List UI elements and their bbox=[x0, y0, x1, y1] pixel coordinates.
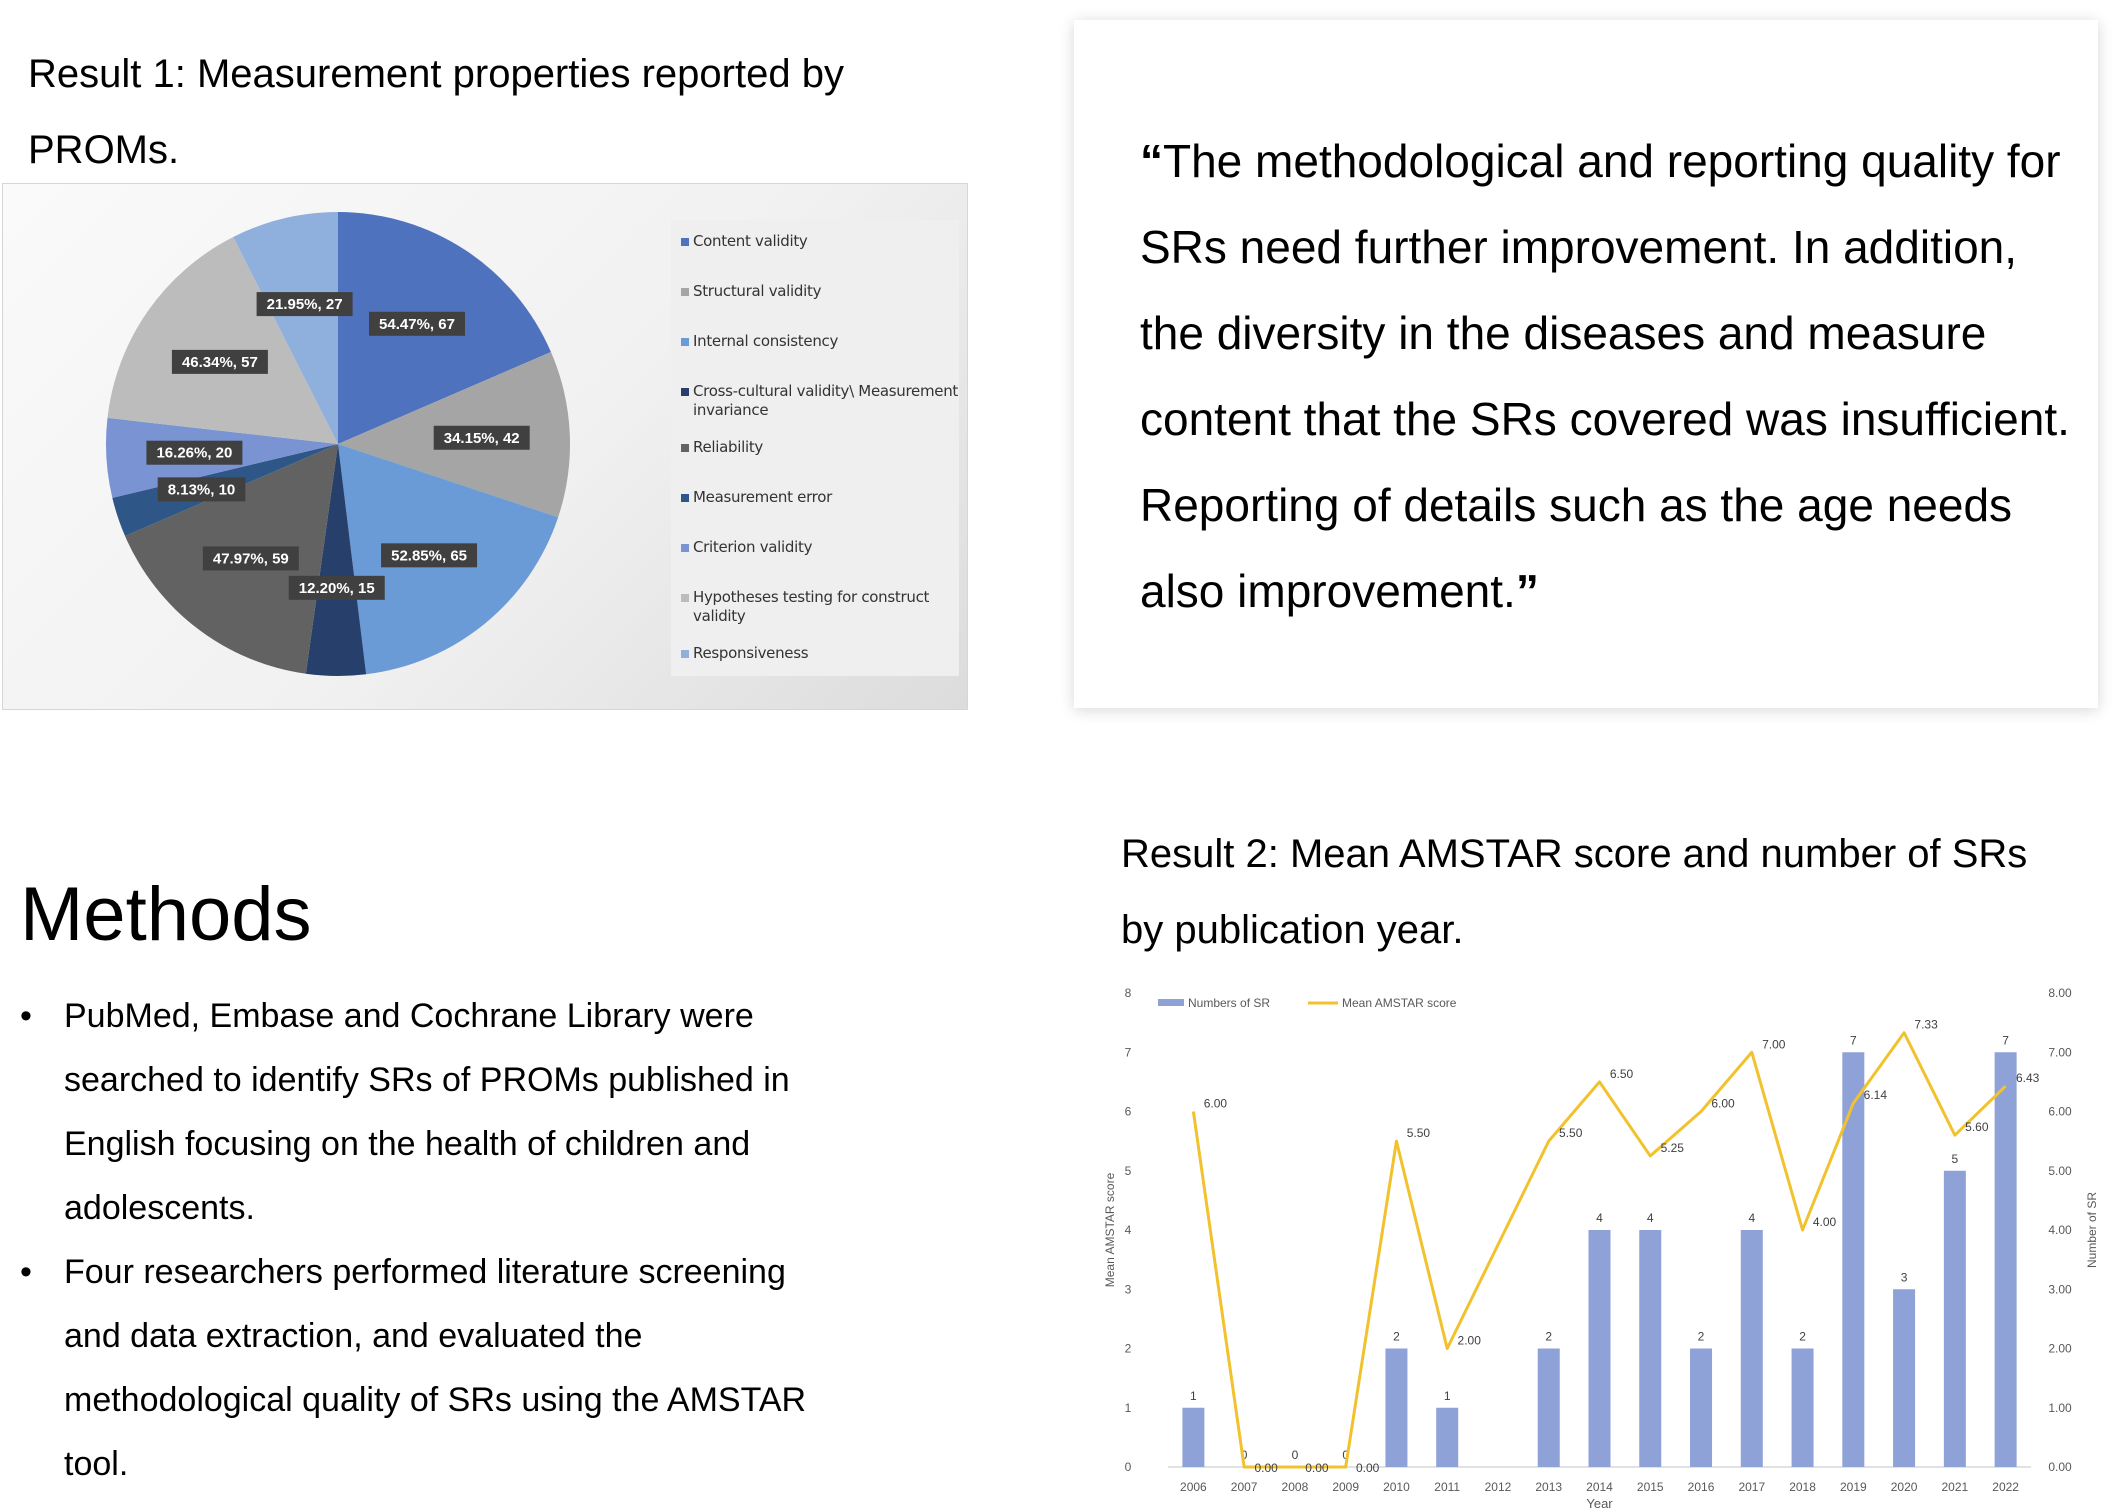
x-tick-label: 2020 bbox=[1890, 1480, 1918, 1494]
y-tick-right: 2.00 bbox=[2048, 1341, 2072, 1356]
result-1-title-line2: PROMs. bbox=[28, 128, 180, 172]
legend-swatch bbox=[681, 388, 689, 396]
bar-data-label: 1 bbox=[1190, 1388, 1197, 1403]
quote-open-mark: “ bbox=[1140, 135, 1163, 187]
bar-numbers-of-sr bbox=[1639, 1230, 1661, 1467]
y-tick-right: 0.00 bbox=[2048, 1460, 2072, 1474]
bar-data-label: 4 bbox=[1748, 1211, 1756, 1225]
bar-data-label: 0 bbox=[1291, 1448, 1299, 1462]
line-data-label: 0.00 bbox=[1254, 1461, 1278, 1475]
line-data-label: 5.50 bbox=[1559, 1126, 1583, 1141]
line-data-label: 4.00 bbox=[1812, 1215, 1837, 1229]
line-data-label: 6.00 bbox=[1711, 1096, 1735, 1111]
x-tick-label: 2018 bbox=[1789, 1480, 1816, 1494]
bar-data-label: 1 bbox=[1443, 1388, 1451, 1403]
bar-numbers-of-sr bbox=[1182, 1408, 1204, 1467]
methods-list bbox=[20, 984, 840, 1496]
legend-swatch bbox=[681, 494, 689, 502]
y-tick-left: 2 bbox=[1124, 1341, 1132, 1356]
legend-swatch bbox=[681, 444, 689, 452]
pie-data-label-text: 21.95%, 27 bbox=[266, 296, 343, 314]
y-tick-left: 8 bbox=[1124, 986, 1132, 1000]
bar-numbers-of-sr bbox=[1792, 1349, 1814, 1468]
x-tick-label: 2017 bbox=[1738, 1480, 1766, 1494]
amstar-combo-chart bbox=[1096, 975, 2106, 1512]
result-1-title-line1: Result 1: Measurement properties reported by bbox=[28, 52, 844, 96]
y-tick-left: 3 bbox=[1124, 1282, 1132, 1297]
quote-body: The methodological and reporting quality for SRs need further improvement. In addition, the diversity in the diseases and measure content that the SRs covered was insufficient. Reporting of details such as the age needs also improvement. bbox=[1140, 135, 2070, 617]
pie-data-label bbox=[172, 350, 268, 374]
x-tick-label: 2022 bbox=[1992, 1480, 2019, 1494]
x-tick-label: 2011 bbox=[1434, 1480, 1461, 1494]
y-tick-left: 7 bbox=[1124, 1045, 1132, 1060]
line-data-label: 0.00 bbox=[1305, 1461, 1329, 1475]
chart-legend bbox=[1158, 996, 1457, 1010]
x-tick-label: 2008 bbox=[1281, 1480, 1309, 1494]
y-tick-right: 8.00 bbox=[2048, 986, 2072, 1000]
legend-swatch bbox=[681, 338, 689, 346]
y-tick-right: 3.00 bbox=[2048, 1282, 2072, 1297]
y-tick-right: 5.00 bbox=[2048, 1163, 2072, 1178]
line-data-label: 6.00 bbox=[1203, 1096, 1228, 1111]
quote-card bbox=[1074, 20, 2098, 708]
legend-label: Structural validity bbox=[693, 282, 822, 300]
legend-swatch bbox=[681, 544, 689, 552]
bar-numbers-of-sr bbox=[1690, 1349, 1712, 1468]
bullet-icon: • bbox=[20, 1253, 32, 1291]
quote-close-mark: ” bbox=[1515, 565, 1539, 617]
legend-swatch bbox=[681, 650, 689, 658]
x-tick-label: 2007 bbox=[1230, 1480, 1258, 1494]
y-axis-left-title: Mean AMSTAR score bbox=[1103, 1172, 1117, 1288]
legend-label-bar: Numbers of SR bbox=[1188, 996, 1271, 1010]
pie-data-label bbox=[289, 576, 385, 600]
pie-data-label-text: 34.15%, 42 bbox=[443, 429, 520, 447]
bullet-icon: • bbox=[20, 997, 32, 1035]
legend-label: Reliability bbox=[693, 438, 763, 456]
y-tick-right: 1.00 bbox=[2048, 1400, 2072, 1415]
legend-label: Measurement error bbox=[693, 488, 832, 506]
legend-label: Criterion validity bbox=[693, 538, 813, 556]
line-data-label: 7.33 bbox=[1914, 1017, 1938, 1032]
line-data-label: 5.25 bbox=[1660, 1140, 1684, 1155]
bar-data-label: 0 bbox=[1342, 1448, 1350, 1462]
legend-label: Internal consistency bbox=[693, 332, 839, 350]
pie-data-label-text: 46.34%, 57 bbox=[181, 353, 258, 371]
bar-numbers-of-sr bbox=[1995, 1052, 2017, 1467]
pie-chart-panel bbox=[2, 183, 968, 710]
result-2-title bbox=[1121, 816, 2111, 968]
x-tick-label: 2009 bbox=[1332, 1480, 1360, 1494]
methods-item bbox=[20, 1240, 840, 1496]
legend-label-line: Mean AMSTAR score bbox=[1342, 996, 1457, 1010]
line-data-label: 7.00 bbox=[1762, 1037, 1786, 1052]
x-tick-label: 2012 bbox=[1484, 1480, 1512, 1494]
result-1-title bbox=[28, 36, 928, 188]
line-data-label: 0.00 bbox=[1355, 1461, 1380, 1475]
bar-data-label: 7 bbox=[1849, 1033, 1857, 1048]
x-tick-label: 2019 bbox=[1839, 1480, 1867, 1494]
methods-item-text: PubMed, Embase and Cochrane Library were searched to identify SRs of PROMs published in English focusing on the health of children and adolescents. bbox=[64, 997, 790, 1227]
line-data-label: 6.14 bbox=[1863, 1088, 1888, 1103]
x-axis-title: Year bbox=[1586, 1496, 1613, 1511]
x-tick-label: 2013 bbox=[1535, 1480, 1563, 1494]
x-tick-label: 2006 bbox=[1180, 1480, 1207, 1494]
bar-data-label: 2 bbox=[1545, 1329, 1553, 1344]
pie-data-label-text: 16.26%, 20 bbox=[156, 444, 233, 462]
pie-data-label bbox=[381, 543, 477, 567]
bar-numbers-of-sr bbox=[1741, 1230, 1763, 1467]
bar-numbers-of-sr bbox=[1538, 1349, 1560, 1468]
bar-data-label: 2 bbox=[1799, 1329, 1806, 1344]
legend-swatch-bar bbox=[1158, 999, 1184, 1006]
pie-data-label-text: 47.97%, 59 bbox=[212, 550, 289, 568]
x-tick-label: 2016 bbox=[1687, 1480, 1715, 1494]
legend-swatch bbox=[681, 594, 689, 602]
legend-label: Responsiveness bbox=[693, 644, 809, 662]
result-2-title-line2: by publication year. bbox=[1121, 908, 1464, 952]
bar-data-label: 7 bbox=[2002, 1033, 2009, 1048]
bar-data-label: 2 bbox=[1697, 1329, 1705, 1344]
bar-data-label: 4 bbox=[1646, 1211, 1654, 1225]
y-tick-left: 5 bbox=[1124, 1163, 1132, 1178]
bar-numbers-of-sr bbox=[1842, 1052, 1864, 1467]
y-tick-left: 0 bbox=[1124, 1460, 1132, 1474]
bar-data-label: 3 bbox=[1900, 1270, 1908, 1285]
pie-data-label bbox=[369, 312, 465, 336]
pie-data-label-text: 52.85%, 65 bbox=[391, 547, 468, 565]
bar-data-label: 4 bbox=[1596, 1211, 1603, 1225]
pie-data-label-text: 54.47%, 67 bbox=[379, 315, 455, 333]
bar-numbers-of-sr bbox=[1589, 1230, 1611, 1467]
bar-data-label: 0 bbox=[1240, 1448, 1248, 1462]
methods-title: Methods bbox=[20, 872, 312, 957]
y-tick-right: 7.00 bbox=[2048, 1045, 2072, 1060]
legend-swatch bbox=[681, 288, 689, 296]
pie-data-label bbox=[203, 546, 299, 570]
pie-data-label bbox=[158, 477, 246, 501]
y-axis-right-title: Number of SR bbox=[2085, 1191, 2099, 1269]
pie-data-label bbox=[434, 426, 530, 450]
line-data-label: 5.60 bbox=[1965, 1120, 1989, 1135]
y-tick-right: 6.00 bbox=[2048, 1104, 2072, 1119]
bar-data-label: 5 bbox=[1951, 1151, 1959, 1166]
bar-numbers-of-sr bbox=[1436, 1408, 1458, 1467]
methods-item-text: Four researchers performed literature screening and data extraction, and evaluated the methodological quality of SRs using the AMSTAR tool. bbox=[64, 1253, 807, 1483]
x-tick-label: 2010 bbox=[1383, 1480, 1410, 1494]
legend-label: Content validity bbox=[693, 232, 808, 250]
bar-numbers-of-sr bbox=[1893, 1289, 1915, 1467]
y-tick-left: 4 bbox=[1124, 1223, 1132, 1237]
legend-label: Cross-cultural validity\ Measurement invariance bbox=[693, 382, 958, 419]
methods-item bbox=[20, 984, 840, 1240]
x-tick-label: 2015 bbox=[1636, 1480, 1664, 1494]
pie-data-label-text: 8.13%, 10 bbox=[167, 481, 236, 499]
bar-numbers-of-sr bbox=[1385, 1349, 1407, 1468]
x-tick-label: 2021 bbox=[1941, 1480, 1969, 1494]
bar-data-label: 2 bbox=[1393, 1329, 1400, 1344]
pie-data-label bbox=[146, 441, 242, 465]
result-2-title-line1: Result 2: Mean AMSTAR score and number of SRs bbox=[1121, 832, 2028, 876]
line-data-label: 6.50 bbox=[1609, 1066, 1634, 1081]
y-tick-left: 1 bbox=[1124, 1400, 1132, 1415]
y-tick-left: 6 bbox=[1124, 1104, 1132, 1119]
y-tick-right: 4.00 bbox=[2048, 1223, 2072, 1237]
pie-data-label bbox=[257, 292, 353, 316]
bar-numbers-of-sr bbox=[1944, 1171, 1966, 1467]
legend-swatch bbox=[681, 238, 689, 246]
x-tick-label: 2014 bbox=[1586, 1480, 1613, 1494]
line-data-label: 6.43 bbox=[2015, 1071, 2040, 1086]
line-data-label: 5.50 bbox=[1406, 1126, 1431, 1141]
legend-label: Hypotheses testing for construct validity bbox=[693, 588, 930, 625]
pie-legend bbox=[671, 220, 959, 676]
line-data-label: 2.00 bbox=[1457, 1333, 1481, 1348]
quote-text bbox=[1140, 118, 2080, 634]
pie-data-label-text: 12.20%, 15 bbox=[298, 579, 375, 597]
